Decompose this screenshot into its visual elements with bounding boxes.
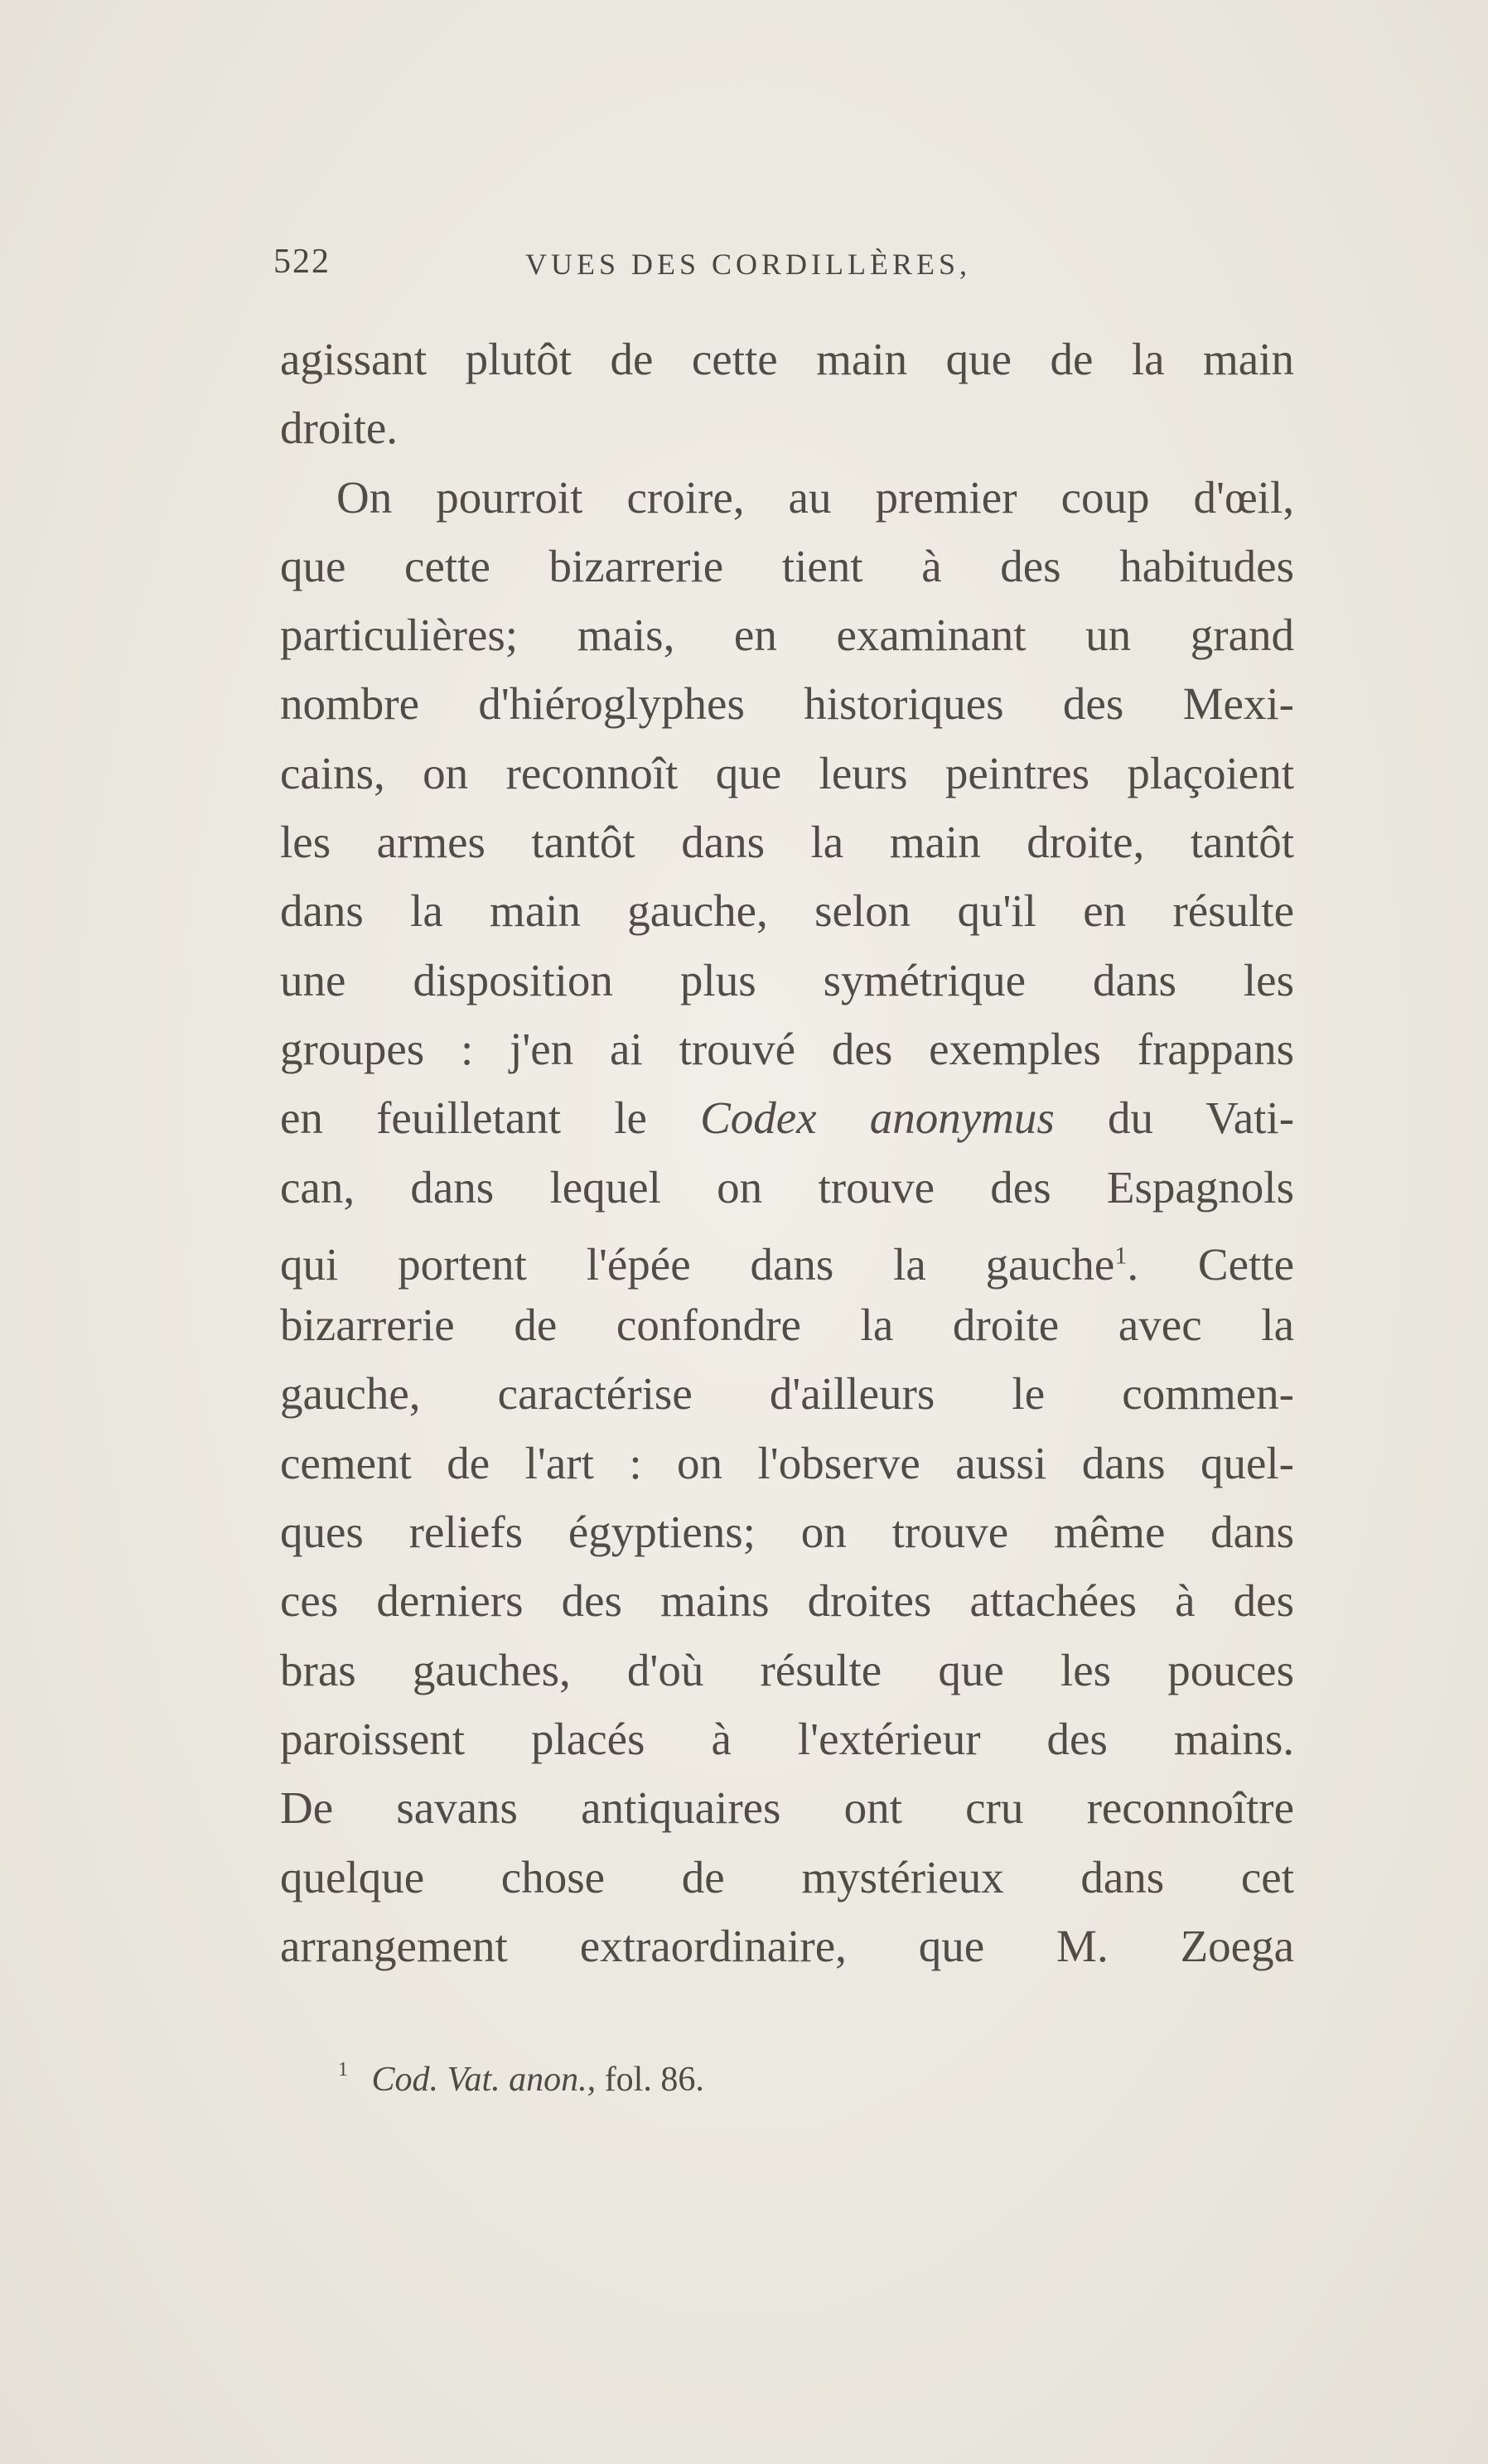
text-line: gauche, caractérise d'ailleurs le commen-	[280, 1368, 1294, 1420]
footnote-text: fol. 86.	[604, 2061, 704, 2099]
text-segment-start: qui portent l'épée dans la gauche	[280, 1239, 1115, 1290]
text-line: ques reliefs égyptiens; on trouve même dans	[280, 1507, 1294, 1558]
text-line: droite.	[280, 403, 399, 454]
text-line: quelque chose de mystérieux dans cet	[280, 1851, 1294, 1902]
page-number: 522	[273, 243, 331, 281]
text-line: agissant plutôt de cette main que de la main	[280, 334, 1294, 384]
running-head: VUES DES CORDILLÈRES,	[525, 248, 972, 281]
text-line: groupes : j'en ai trouvé des exemples frappans	[280, 1023, 1294, 1074]
text-segment	[280, 1239, 1294, 1290]
footnote-marker: 1	[338, 2059, 348, 2081]
text-line: les armes tantôt dans la main droite, tantôt	[280, 817, 1294, 868]
text-line: que cette bizarrerie tient à des habitudes	[280, 540, 1294, 591]
page-header	[273, 242, 1301, 292]
text-line: bras gauches, d'où résulte que les pouces	[280, 1644, 1294, 1695]
text-line: cains, on reconnoît que leurs peintres plaçoient	[280, 747, 1294, 798]
text-line: bizarrerie de confondre la droite avec la	[280, 1300, 1294, 1351]
text-line	[280, 1083, 1294, 1152]
body-text	[280, 325, 1294, 1980]
italic-title: Codex anonymus	[700, 1092, 1055, 1144]
text-segment: du Vati-	[1107, 1092, 1295, 1144]
footnote-citation: Cod. Vat. anon.,	[371, 2061, 597, 2099]
footnote	[338, 2059, 704, 2100]
text-line: dans la main gauche, selon qu'il en résulte	[280, 885, 1294, 937]
text-line: nombre d'hiéroglyphes historiques des Mexi-	[280, 678, 1294, 730]
text-line: ces derniers des mains droites attachées à des	[280, 1575, 1294, 1627]
text-line: De savans antiquaires ont cru reconnoître	[280, 1782, 1294, 1834]
footnote-reference: 1	[1114, 1242, 1128, 1270]
text-line: cement de l'art : on l'observe aussi dans quel-	[280, 1437, 1294, 1488]
text-line: can, dans lequel on trouve des Espagnols	[280, 1161, 1294, 1213]
text-line	[280, 1222, 1294, 1290]
text-segment-end: . Cette	[1127, 1239, 1294, 1290]
text-line: paroissent placés à l'extérieur des mains.	[280, 1713, 1294, 1764]
text-line: arrangement extraordinaire, que M. Zoega	[280, 1920, 1294, 1971]
text-line: une disposition plus symétrique dans les	[280, 954, 1294, 1005]
text-segment: en feuilletant le	[280, 1092, 647, 1144]
text-line: particulières; mais, en examinant un grand	[280, 610, 1294, 661]
text-line: On pourroit croire, au premier coup d'œil,	[336, 471, 1294, 523]
